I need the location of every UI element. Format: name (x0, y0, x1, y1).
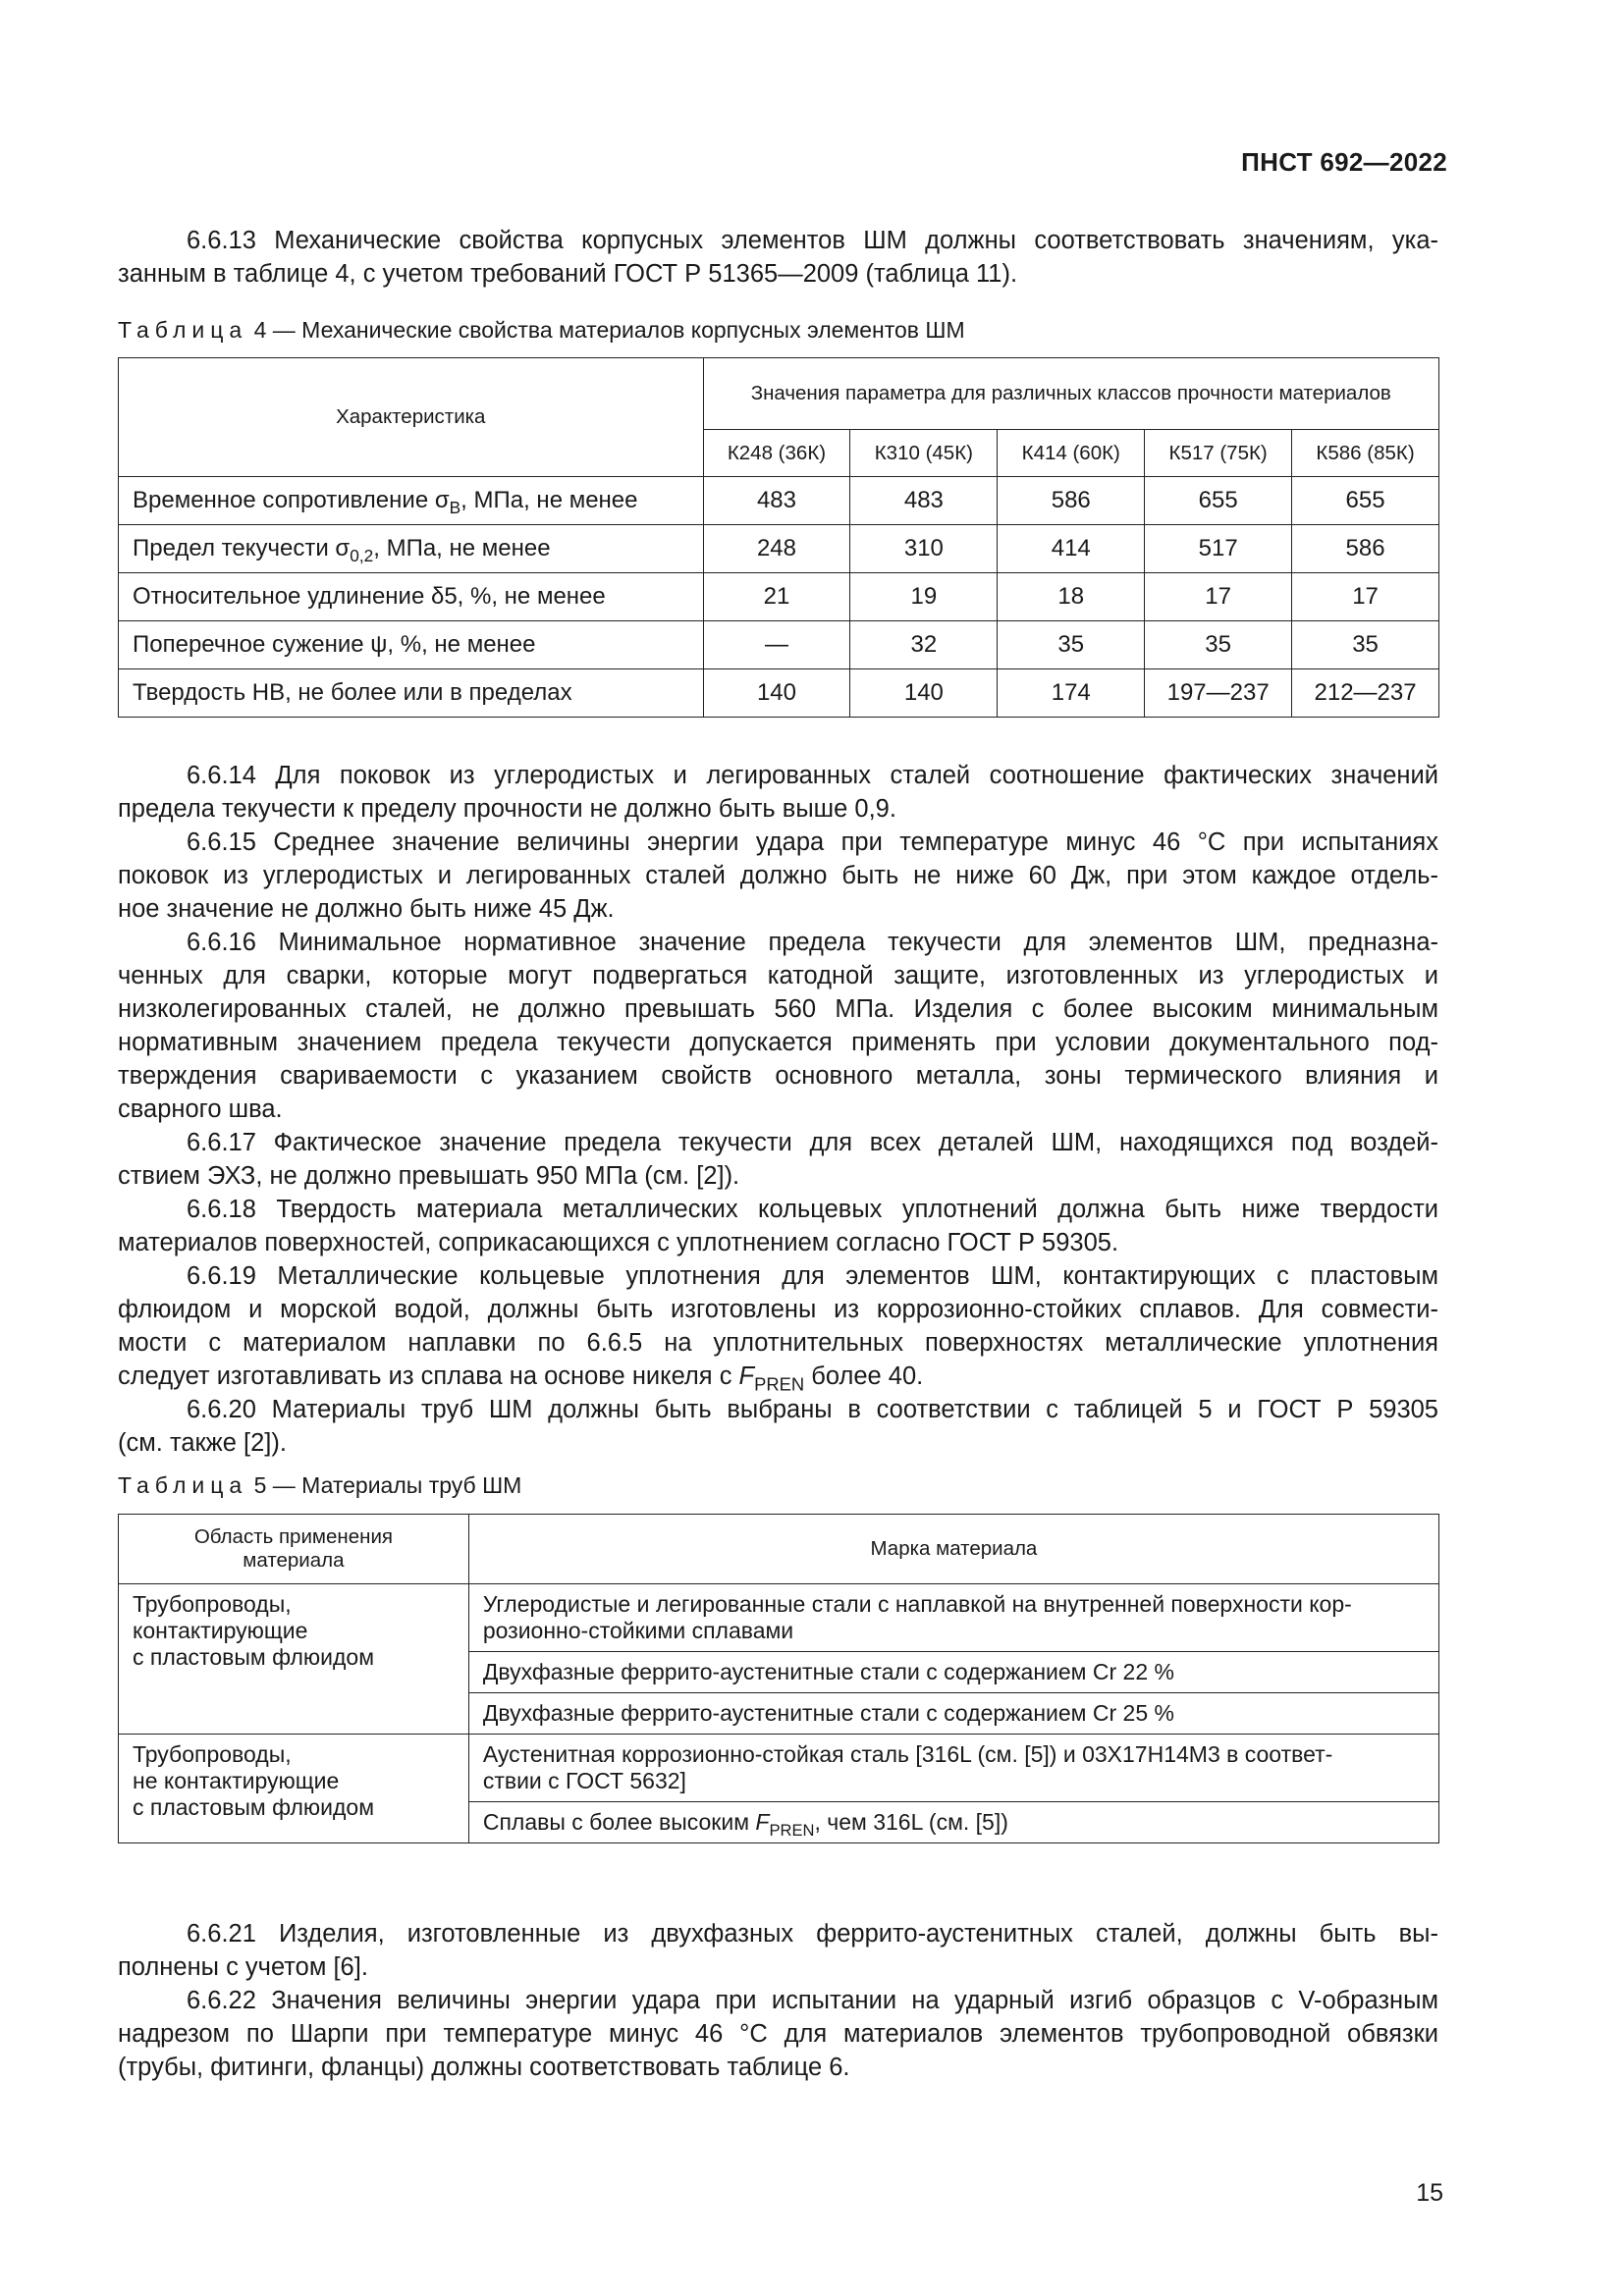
header-class: К517 (75К) (1145, 430, 1292, 477)
text-line: 6.6.22 Значения величины энергии удара при испытании на ударный изгиб образцов с V-образным (187, 1987, 1438, 2014)
text-line: 6.6.17 Фактическое значение предела текучести для всех деталей ШМ, находящихся под воздей- (187, 1129, 1438, 1156)
caption-label: Таблица (118, 317, 248, 343)
row-label: Временное сопротивление $\sigma_В$, МПа, не менее (119, 477, 704, 525)
table-cell: 248 (703, 525, 850, 573)
row-label: Относительное удлинение δ5, %, не менее (119, 573, 704, 621)
header-class: К310 (45К) (850, 430, 998, 477)
table-row (119, 1584, 1439, 1652)
text-line: нормативным значением предела текучести допускается применять при условии документального под- (118, 1029, 1438, 1056)
table-cell: 21 (703, 573, 850, 621)
text-line: надрезом по Шарпи при температуре минус 46 °С для материалов элементов трубопроводной обвязки (118, 2020, 1438, 2048)
text-line: 6.6.14 Для поковок из углеродистых и легированных сталей соотношение фактических значений (187, 762, 1438, 789)
table-cell: 19 (850, 573, 998, 621)
table-row (119, 525, 1439, 573)
text-line: 6.6.15 Среднее значение величины энергии удара при температуре минус 46 °С при испытаниях (187, 828, 1438, 856)
table-cell: 655 (1292, 477, 1439, 525)
caption-text: 4 — Механические свойства материалов корпусных элементов ШМ (253, 317, 965, 343)
table-cell: 32 (850, 621, 998, 669)
text-line: низколегированных сталей, не должно превышать 560 МПа. Изделия с более высоким минимальным (118, 995, 1438, 1023)
text-line: флюидом и морской водой, должны быть изготовлены из коррозионно-стойких сплавов. Для совмести- (118, 1296, 1438, 1323)
table-cell: Аустенитная коррозионно-стойкая сталь [316L (см. [5]) и 03Х17Н14М3 в соответ- ствии с ГОСТ 5632] (468, 1735, 1438, 1802)
table-cell: Углеродистые и легированные стали с наплавкой на внутренней поверхности кор- розионно-стойкими сплавами (468, 1584, 1438, 1652)
text-line: ное значение не должно быть ниже 45 Дж. (118, 895, 615, 923)
table-row (119, 477, 1439, 525)
table-cell: 586 (1292, 525, 1439, 573)
table-cell: — (703, 621, 850, 669)
table-cell: 310 (850, 525, 998, 573)
text-line: 6.6.13 Механические свойства корпусных элементов ШМ должны соответствовать значениям, ука- (187, 227, 1438, 254)
table-cell: 483 (850, 477, 998, 525)
header-material-grade: Марка материала (468, 1515, 1438, 1584)
group-label: Трубопроводы, контактирующие с пластовым флюидом (119, 1584, 469, 1735)
table-cell: 140 (850, 669, 998, 718)
table-row (119, 669, 1439, 718)
table-cell: 483 (703, 477, 850, 525)
row-label: Предел текучести $\sigma_{0,2}$, МПа, не менее (119, 525, 704, 573)
table-cell: Двухфазные феррито-аустенитные стали с содержанием Cr 25 % (468, 1693, 1438, 1735)
paragraphs-6-6-14-to-6-6-20 (118, 759, 1438, 1460)
table-cell: 517 (1145, 525, 1292, 573)
table-cell: 35 (1292, 621, 1439, 669)
table-cell: Сплавы с более высоким $F_{PREN}$, чем 316L (см. [5]) (468, 1802, 1438, 1843)
table-4-mechanical-properties (118, 357, 1439, 718)
header-class: К414 (60К) (998, 430, 1145, 477)
row-label: Поперечное сужение ψ, %, не менее (119, 621, 704, 669)
table-cell: 655 (1145, 477, 1292, 525)
text-line: материалов поверхностей, соприкасающихся с уплотнением согласно ГОСТ Р 59305. (118, 1229, 1119, 1256)
text-line: 6.6.21 Изделия, изготовленные из двухфазных феррито-аустенитных сталей, должны быть вы- (187, 1920, 1438, 1948)
group-label: Трубопроводы, не контактирующие с пластовым флюидом (119, 1735, 469, 1843)
table-5-caption (118, 1472, 521, 1499)
table-cell: 414 (998, 525, 1145, 573)
header-values: Значения параметра для различных классов прочности материалов (703, 358, 1438, 430)
text-line: (трубы, фитинги, фланцы) должны соответствовать таблице 6. (118, 2054, 850, 2081)
text-line: 6.6.18 Твердость материала металлических кольцевых уплотнений должна быть ниже твердости (187, 1196, 1438, 1223)
table-row (119, 573, 1439, 621)
text-line: поковок из углеродистых и легированных сталей должно быть не ниже 60 Дж, при этом каждое отдель- (118, 862, 1438, 889)
text-line: полнены с учетом [6]. (118, 1953, 368, 1981)
table-cell: Двухфазные феррито-аустенитные стали с содержанием Cr 22 % (468, 1652, 1438, 1693)
caption-label: Таблица (118, 1472, 248, 1498)
table-row (119, 621, 1439, 669)
text-line: ченных для сварки, которые могут подвергаться катодной защите, изготовленных из углеродистых и (118, 962, 1438, 989)
text-line: 6.6.19 Металлические кольцевые уплотнения для элементов ШМ, контактирующих с пластовым (187, 1262, 1438, 1290)
table-cell: 140 (703, 669, 850, 718)
table-cell: 17 (1292, 573, 1439, 621)
text-line: 6.6.16 Минимальное нормативное значение предела текучести для элементов ШМ, предназна- (187, 929, 1438, 956)
table-4-caption (118, 317, 965, 344)
paragraphs-6-6-21-to-6-6-22 (118, 1917, 1438, 2084)
table-5-pipe-materials (118, 1514, 1439, 1843)
text-line: предела текучести к пределу прочности не должно быть выше 0,9. (118, 795, 896, 823)
table-cell: 212—237 (1292, 669, 1439, 718)
table-cell: 174 (998, 669, 1145, 718)
text-line: сварного шва. (118, 1095, 283, 1123)
table-cell: 18 (998, 573, 1145, 621)
header-application-area: Область применения материала (119, 1515, 469, 1584)
text-line: следует изготавливать из сплава на основе никеля с $F_{PREN}$ более 40. (118, 1362, 924, 1395)
text-line: ствием ЭХЗ, не должно превышать 950 МПа (см. [2]). (118, 1162, 740, 1190)
text-line: тверждения свариваемости с указанием свойств основного металла, зоны термического влияния и (118, 1062, 1438, 1090)
caption-text: 5 — Материалы труб ШМ (253, 1472, 522, 1498)
table-cell: 35 (1145, 621, 1292, 669)
header-characteristic: Характеристика (119, 358, 704, 477)
table-cell: 35 (998, 621, 1145, 669)
text-line: занным в таблице 4, с учетом требований ГОСТ Р 51365—2009 (таблица 11). (118, 260, 1018, 288)
row-label: Твердость НВ, не более или в пределах (119, 669, 704, 718)
table-cell: 197—237 (1145, 669, 1292, 718)
text-line: мости с материалом наплавки по 6.6.5 на уплотнительных поверхностях металлические уплотнения (118, 1329, 1438, 1357)
table-cell: 17 (1145, 573, 1292, 621)
table-row (119, 1735, 1439, 1802)
table-cell: 586 (998, 477, 1145, 525)
document-code: ПНСТ 692—2022 (1241, 147, 1447, 177)
text-line: 6.6.20 Материалы труб ШМ должны быть выбраны в соответствии с таблицей 5 и ГОСТ Р 59305 (187, 1396, 1438, 1423)
header-class: К248 (36К) (703, 430, 850, 477)
paragraph-6-6-13 (118, 224, 1438, 291)
header-class: К586 (85К) (1292, 430, 1439, 477)
page-number: 15 (1416, 2179, 1443, 2207)
text-line: (см. также [2]). (118, 1429, 287, 1457)
